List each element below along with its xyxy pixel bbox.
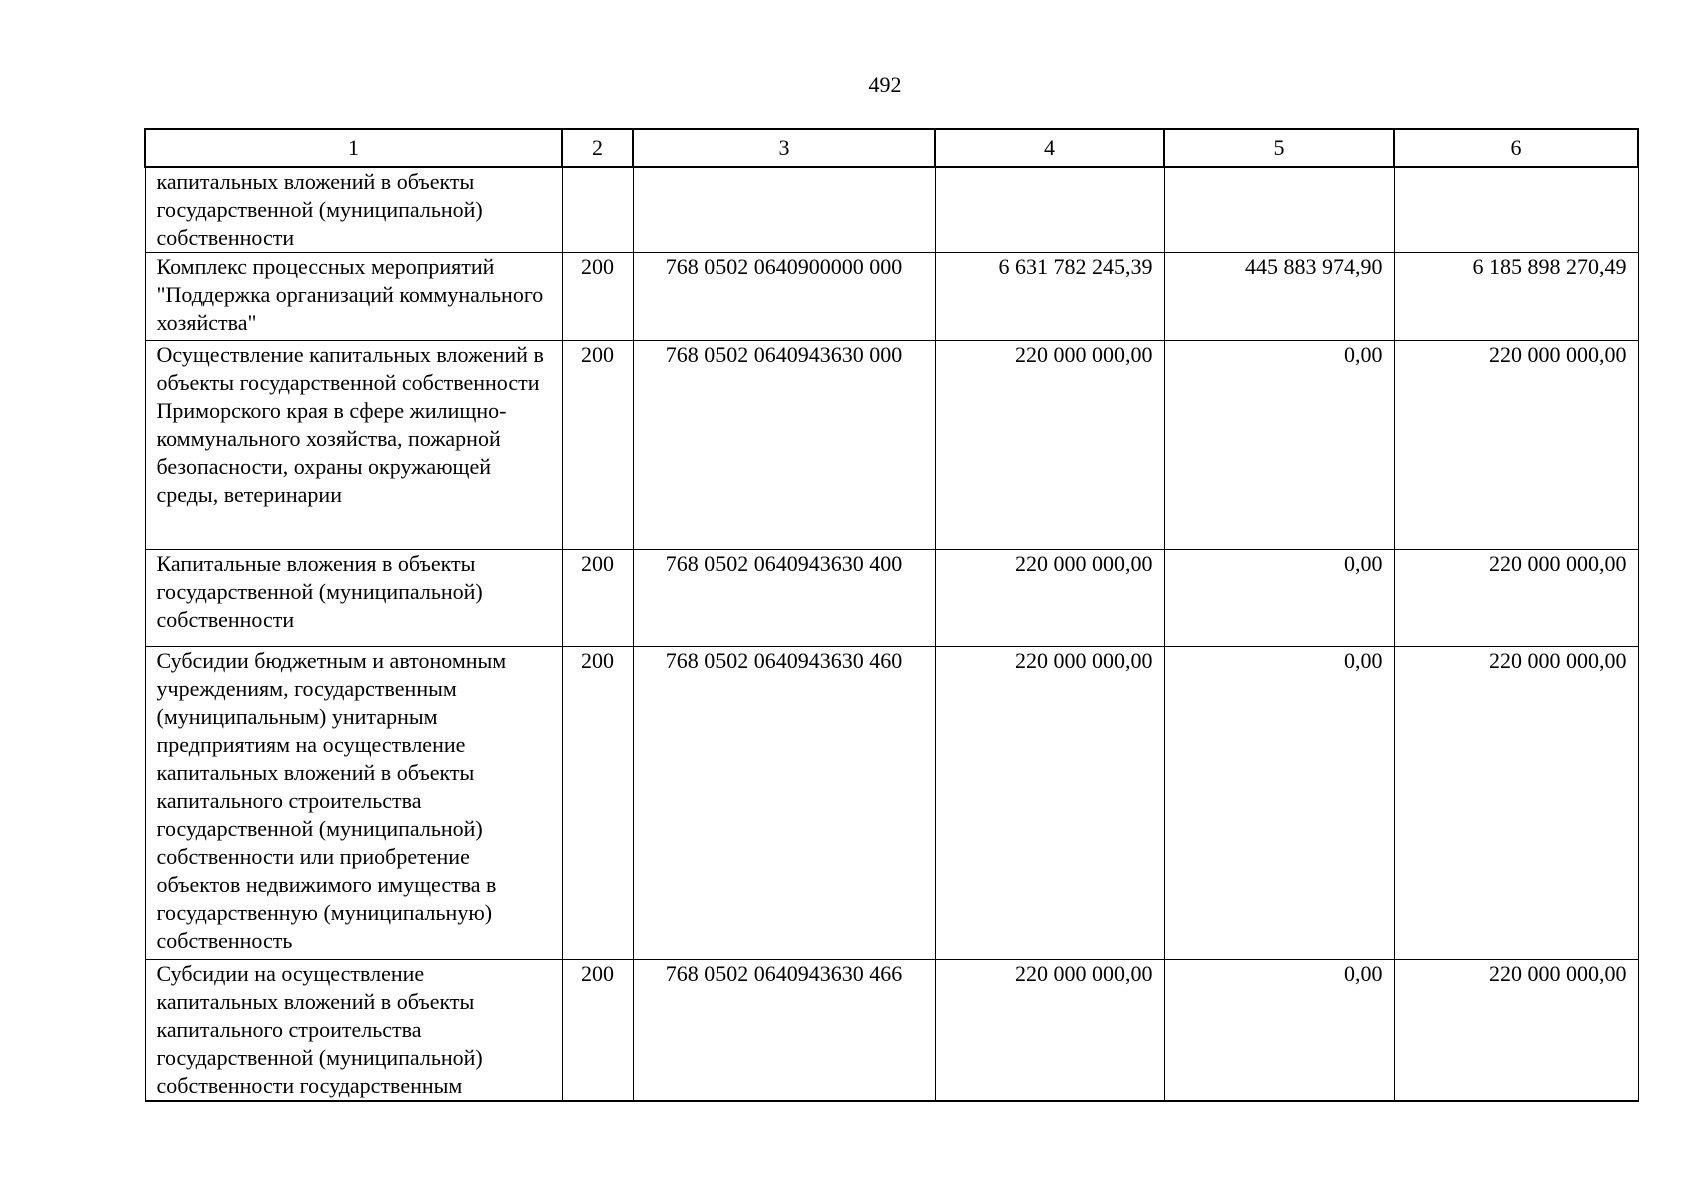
row-amount-cell: 6 631 782 245,39 <box>935 253 1164 341</box>
row-change-cell: 0,00 <box>1164 550 1394 647</box>
table-row <box>145 960 1638 1102</box>
row-grbs-cell: 200 <box>562 550 633 647</box>
row-name-cell: капитальных вложений в объекты государственной (муниципальной) собственности <box>145 167 562 253</box>
row-amount-cell: 220 000 000,00 <box>935 341 1164 550</box>
row-total-cell <box>1394 167 1638 253</box>
row-code-cell <box>633 167 935 253</box>
row-amount-cell: 220 000 000,00 <box>935 960 1164 1102</box>
row-total-cell: 6 185 898 270,49 <box>1394 253 1638 341</box>
row-total-cell: 220 000 000,00 <box>1394 550 1638 647</box>
row-change-cell: 445 883 974,90 <box>1164 253 1394 341</box>
column-header-6: 6 <box>1394 129 1638 167</box>
row-grbs-cell: 200 <box>562 960 633 1102</box>
row-change-cell: 0,00 <box>1164 960 1394 1102</box>
table-body <box>145 167 1638 1101</box>
row-grbs-cell: 200 <box>562 647 633 960</box>
row-code-cell: 768 0502 0640943630 000 <box>633 341 935 550</box>
row-name-cell: Осуществление капитальных вложений в объекты государственной собственности Приморского края в сфере жилищно-коммунального хозяйства, пожарной безопасности, охраны окружающей среды, ветеринарии <box>145 341 562 550</box>
table-header <box>145 129 1638 167</box>
page-number: 492 <box>868 72 902 97</box>
row-total-cell: 220 000 000,00 <box>1394 960 1638 1102</box>
row-code-cell: 768 0502 0640943630 400 <box>633 550 935 647</box>
column-header-4: 4 <box>935 129 1164 167</box>
row-change-cell: 0,00 <box>1164 341 1394 550</box>
row-change-cell: 0,00 <box>1164 647 1394 960</box>
row-code-cell: 768 0502 0640943630 466 <box>633 960 935 1102</box>
row-name-cell: Комплекс процессных мероприятий "Поддержка организаций коммунального хозяйства" <box>145 253 562 341</box>
row-total-cell: 220 000 000,00 <box>1394 341 1638 550</box>
column-header-2: 2 <box>562 129 633 167</box>
table-row <box>145 341 1638 550</box>
row-total-cell: 220 000 000,00 <box>1394 647 1638 960</box>
column-header-3: 3 <box>633 129 935 167</box>
row-grbs-cell <box>562 167 633 253</box>
row-name-cell: Субсидии бюджетным и автономным учреждениям, государственным (муниципальным) унитарным предприятиям на осуществление капитальных вложений в объекты капитального строительства государственной (муниципальной) собственности или приобретение объектов недвижимого имущества в государственную (муниципальную) собственность <box>145 647 562 960</box>
table-row <box>145 253 1638 341</box>
row-grbs-cell: 200 <box>562 341 633 550</box>
column-header-1: 1 <box>145 129 562 167</box>
row-grbs-cell: 200 <box>562 253 633 341</box>
row-code-cell: 768 0502 0640943630 460 <box>633 647 935 960</box>
row-change-cell <box>1164 167 1394 253</box>
row-amount-cell <box>935 167 1164 253</box>
header-row <box>145 129 1638 167</box>
budget-table <box>144 128 1639 1102</box>
row-code-cell: 768 0502 0640900000 000 <box>633 253 935 341</box>
table-row <box>145 550 1638 647</box>
row-name-cell: Капитальные вложения в объекты государственной (муниципальной) собственности <box>145 550 562 647</box>
table-row <box>145 647 1638 960</box>
column-header-5: 5 <box>1164 129 1394 167</box>
row-amount-cell: 220 000 000,00 <box>935 647 1164 960</box>
table-row <box>145 167 1638 253</box>
row-name-cell: Субсидии на осуществление капитальных вложений в объекты капитального строительства государственной (муниципальной) собственности государственным <box>145 960 562 1102</box>
row-amount-cell: 220 000 000,00 <box>935 550 1164 647</box>
